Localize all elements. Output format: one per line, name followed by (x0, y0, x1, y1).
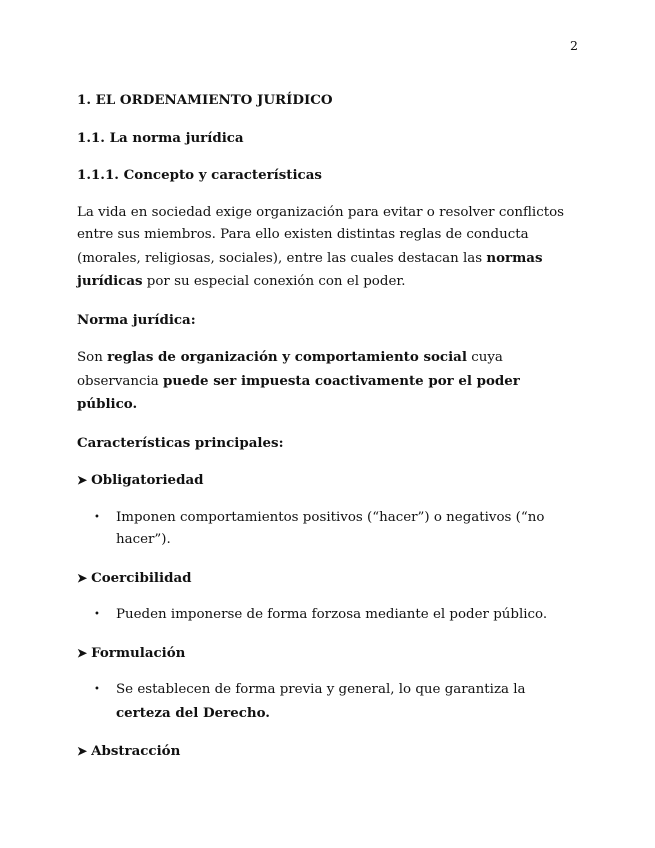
intro-text-1: La vida en sociedad exige organización para evitar o resolver conflictos entre sus miembros. Para ello existen distintas reglas de conducta (morales, religiosas, sociales), entre las cuales destacan las (77, 204, 565, 266)
definition-text-2: cuya observancia (77, 350, 503, 389)
definition-title: Norma jurídica: (77, 311, 196, 328)
document-body (77, 89, 582, 778)
bullet-item (77, 604, 582, 627)
characteristic-heading (77, 469, 582, 492)
characteristic-title: Coercibilidad (91, 569, 192, 586)
bullet-item (77, 507, 582, 552)
characteristic-heading (77, 740, 582, 763)
arrow-icon: ➤ (77, 645, 88, 660)
definition-bold-2: puede ser impuesta coactivamente por el poder público. (77, 372, 520, 412)
heading-level-1: 1. EL ORDENAMIENTO JURÍDICO (77, 92, 333, 108)
arrow-icon: ➤ (77, 744, 88, 758)
intro-paragraph (77, 202, 582, 294)
arrow-icon: ➤ (77, 473, 88, 487)
heading-level-2: 1.1. La norma jurídica (77, 129, 244, 146)
bullet-text: Imponen comportamientos positivos (“hacer”) o negativos (“no hacer”). (116, 509, 545, 547)
definition-bold-1: reglas de organización y comportamiento social (107, 349, 467, 365)
arrow-icon: ➤ (77, 570, 88, 585)
characteristic-title: Abstracción (91, 743, 181, 759)
characteristic-title: Obligatoriedad (91, 472, 204, 488)
bullet-icon: • (94, 609, 100, 620)
characteristic-heading (77, 567, 582, 590)
definition-text-1: Son (77, 350, 108, 365)
bullet-icon: • (94, 684, 100, 695)
bullet-text: Se establecen de forma previa y general, lo que garantiza la (116, 682, 526, 697)
bullet-icon: • (94, 511, 100, 523)
heading-level-3: 1.1.1. Concepto y características (77, 167, 322, 183)
intro-text-2: por su especial conexión con el poder. (142, 274, 406, 289)
characteristics-title: Características principales: (77, 434, 284, 451)
definition-paragraph (77, 346, 582, 417)
bullet-text: Pueden imponerse de forma forzosa mediante el poder público. (116, 607, 548, 622)
characteristic-heading (77, 642, 582, 665)
page-number: 2 (570, 38, 578, 53)
bullet-item (77, 679, 582, 725)
characteristic-title: Formulación (91, 644, 186, 661)
intro-bold: normas jurídicas (77, 249, 543, 289)
bullet-bold: certeza del Derecho. (116, 704, 270, 721)
